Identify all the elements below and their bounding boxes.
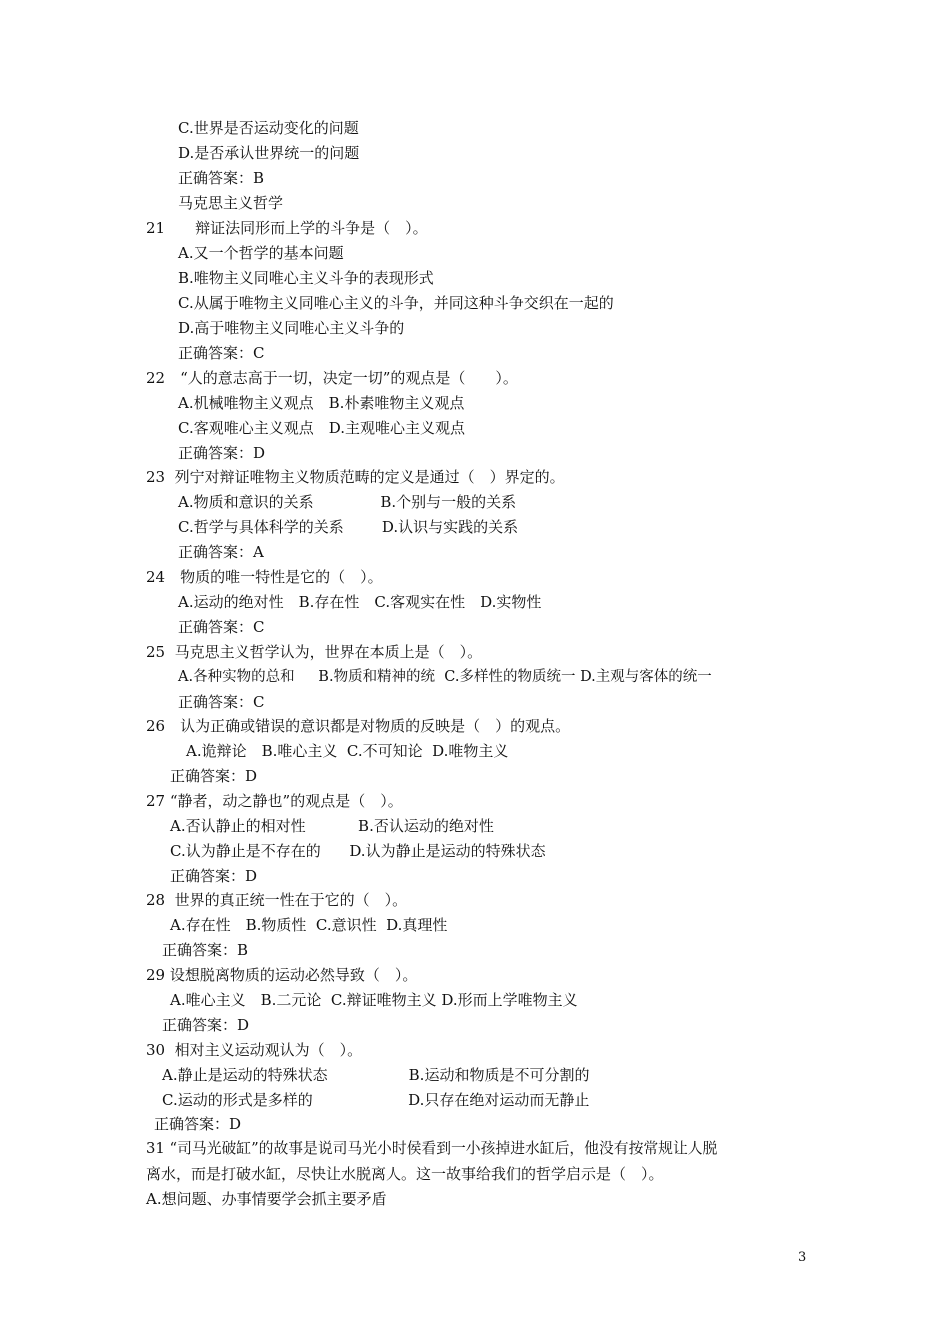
question-line: 24 物质的唯一特性是它的（ ）。 [146,568,383,586]
option-line: A.静止是运动的特殊状态 B.运动和物质是不可分割的 [162,1066,590,1084]
answer-line: 正确答案：B [162,941,249,959]
question-line: 27 “静者，动之静也”的观点是（ ）。 [146,792,403,810]
option-line: C.客观唯心主义观点 D.主观唯心主义观点 [178,419,465,437]
category-line: 马克思主义哲学 [178,194,284,212]
answer-line: 正确答案：D [162,1016,250,1034]
answer-line: 正确答案：A [178,543,264,561]
option-line: A.否认静止的相对性 B.否认运动的绝对性 [170,817,494,835]
option-line: C.运动的形式是多样的 D.只存在绝对运动而无静止 [162,1091,590,1109]
option-line: B.唯物主义同唯心主义斗争的表现形式 [178,269,434,287]
option-line: A.诡辩论 B.唯心主义 C.不可知论 D.唯物主义 [186,742,509,760]
answer-line: 正确答案：B [178,169,265,187]
answer-line: 正确答案：D [154,1115,242,1133]
question-line: 26 认为正确或错误的意识都是对物质的反映是（ ）的观点。 [146,717,571,735]
question-line: 21 辩证法同形而上学的斗争是（ ）。 [146,219,428,237]
option-line: C.世界是否运动变化的问题 [178,119,359,137]
question-line: 25 马克思主义哲学认为，世界在本质上是（ ）。 [146,643,483,661]
option-line: D.高于唯物主义同唯心主义斗争的 [178,319,405,337]
question-line: 22 “人的意志高于一切，决定一切”的观点是（ ）。 [146,369,518,387]
option-line: A.又一个哲学的基本问题 [178,244,344,262]
question-line: 23 列宁对辩证唯物主义物质范畴的定义是通过（ ）界定的。 [146,468,565,486]
answer-line: 正确答案：D [178,444,266,462]
question-line: 29 设想脱离物质的运动必然导致（ ）。 [146,966,418,984]
answer-line: 正确答案：C [178,618,265,636]
answer-line: 正确答案：C [178,344,265,362]
option-line: A.物质和意识的关系 B.个别与一般的关系 [178,493,517,511]
option-line: C.哲学与具体科学的关系 D.认识与实践的关系 [178,518,519,536]
answer-line: 正确答案：D [170,767,258,785]
option-line: A.想问题、办事情要学会抓主要矛盾 [146,1190,387,1208]
question-line: 28 世界的真正统一性在于它的（ ）。 [146,891,408,909]
option-line: C.认为静止是不存在的 D.认为静止是运动的特殊状态 [170,842,546,860]
option-line: A.运动的绝对性 B.存在性 C.客观实在性 D.实物性 [178,593,542,611]
option-line: A.机械唯物主义观点 B.朴素唯物主义观点 [178,394,465,412]
answer-line: 正确答案：D [170,867,258,885]
question-line: 30 相对主义运动观认为（ ）。 [146,1041,363,1059]
question-line: 离水，而是打破水缸，尽快让水脱离人。这一故事给我们的哲学启示是（ ）。 [146,1165,664,1183]
page-number: 3 [798,1250,807,1265]
option-line: D.是否承认世界统一的问题 [178,144,360,162]
option-line: A.存在性 B.物质性 C.意识性 D.真理性 [170,916,448,934]
question-line: 31 “司马光破缸”的故事是说司马光小时侯看到一小孩掉进水缸后，他没有按常规让人脱 [146,1140,718,1157]
option-line: C.从属于唯物主义同唯心主义的斗争，并同这种斗争交织在一起的 [178,294,614,312]
option-line: A.各种实物的总和 B.物质和精神的统 C.多样性的物质统一 D.主观与客体的统一 [178,669,712,685]
answer-line: 正确答案：C [178,693,265,711]
option-line: A.唯心主义 B.二元论 C.辩证唯物主义 D.形而上学唯物主义 [170,991,578,1009]
